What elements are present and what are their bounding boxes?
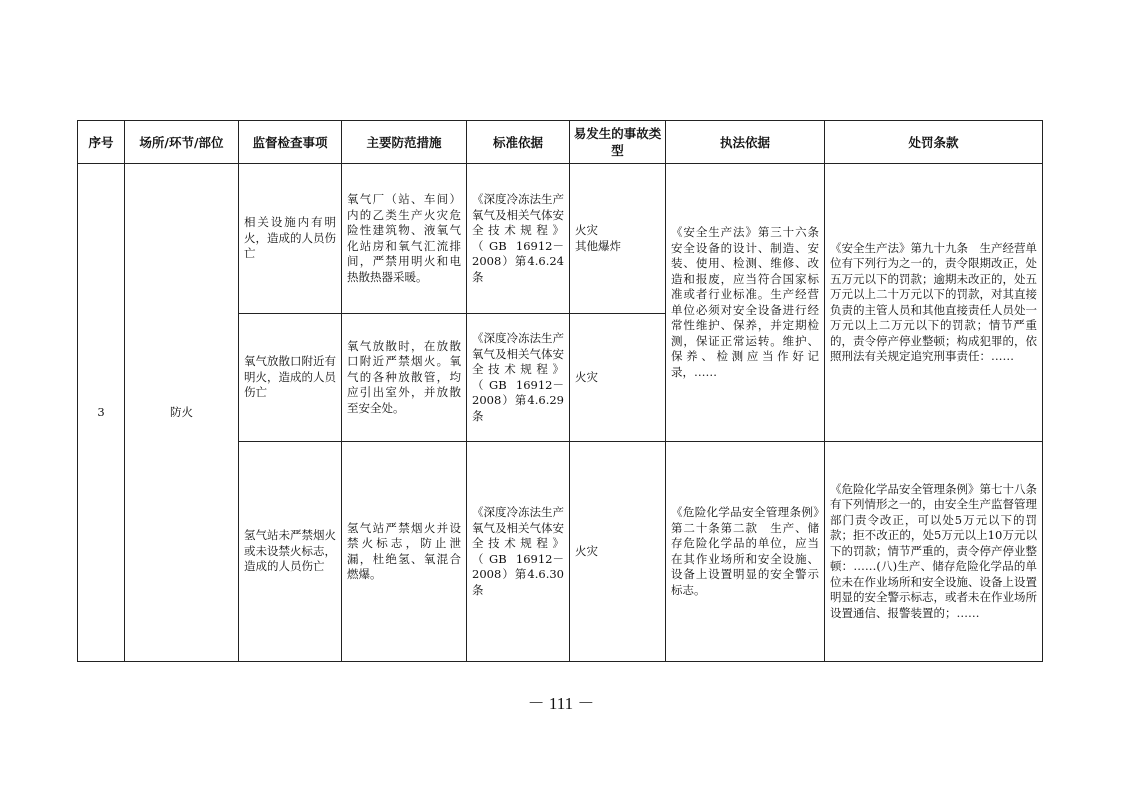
header-measure: 主要防范措施 — [342, 121, 467, 164]
standard-cell: 《深度冷冻法生产氧气及相关气体安全技术规程》（GB 16912－2008）第4.6.29条 — [467, 314, 570, 442]
law-cell-shared: 《安全生产法》第三十六条 安全设备的设计、制造、安装、使用、检测、维修、改造和报废，应当符合国家标准或者行业标准。生产经营单位必须对安全设备进行经常性维护、保养，并定期检测，保证正常运转。维护、保养、检测应当作好记录，…… — [666, 164, 825, 442]
place-cell: 防火 — [125, 164, 239, 662]
header-item: 监督检查事项 — [239, 121, 342, 164]
item-cell: 相关设施内有明火，造成的人员伤亡 — [239, 164, 342, 314]
item-cell: 氧气放散口附近有明火，造成的人员伤亡 — [239, 314, 342, 442]
header-place: 场所/环节/部位 — [125, 121, 239, 164]
measure-cell: 氧气厂（站、车间）内的乙类生产火灾危险性建筑物、液氧气化站房和氧气汇流排间，严禁用明火和电热散热器采暖。 — [342, 164, 467, 314]
measure-cell: 氧气放散时，在放散口附近严禁烟火。氧气的各种放散管，均应引出室外，并放散至安全处。 — [342, 314, 467, 442]
item-cell: 氢气站未严禁烟火或未设禁火标志，造成的人员伤亡 — [239, 442, 342, 662]
seq-cell: 3 — [78, 164, 125, 662]
header-row — [78, 121, 1043, 164]
header-penalty: 处罚条款 — [825, 121, 1043, 164]
header-standard: 标准依据 — [467, 121, 570, 164]
header-seq: 序号 — [78, 121, 125, 164]
regulation-table — [77, 120, 1049, 662]
law-cell: 《危险化学品安全管理条例》第二十条第二款 生产、储存危险化学品的单位，应当在其作业场所和安全设施、设备上设置明显的安全警示标志。 — [666, 442, 825, 662]
penalty-cell-shared: 《安全生产法》第九十九条 生产经营单位有下列行为之一的，责令限期改正，处五万元以下的罚款；逾期未改正的，处五万元以上二十万元以下的罚款，对其直接负责的主管人员和其他直接责任人员处一万元以上二万元以下的罚款；情节严重的，责令停产停业整顿；构成犯罪的，依照刑法有关规定追究刑事责任：…… — [825, 164, 1043, 442]
header-accident: 易发生的事故类型 — [570, 121, 666, 164]
accident-cell: 火灾 — [570, 442, 666, 662]
page-number: － 111 － — [527, 694, 595, 713]
accident-cell: 火灾 — [570, 314, 666, 442]
measure-cell: 氢气站严禁烟火并设禁火标志，防止泄漏，杜绝氢、氧混合燃爆。 — [342, 442, 467, 662]
penalty-cell: 《危险化学品安全管理条例》第七十八条 有下列情形之一的，由安全生产监督管理部门责令改正，可以处5万元以下的罚款；拒不改正的，处5万元以上10万元以下的罚款；情节严重的，责令停产停业整顿：……(八)生产、储存危险化学品的单位未在作业场所和安全设施、设备上设置明显的安全警示标志，或者未在作业场所设置通信、报警装置的；…… — [825, 442, 1043, 662]
table-row — [78, 164, 1043, 314]
header-law: 执法依据 — [666, 121, 825, 164]
standard-cell: 《深度冷冻法生产氧气及相关气体安全技术规程》（GB 16912－2008）第4.6.24条 — [467, 164, 570, 314]
accident-cell: 火灾 其他爆炸 — [570, 164, 666, 314]
standard-cell: 《深度冷冻法生产氧气及相关气体安全技术规程》（GB 16912－2008）第4.6.30条 — [467, 442, 570, 662]
